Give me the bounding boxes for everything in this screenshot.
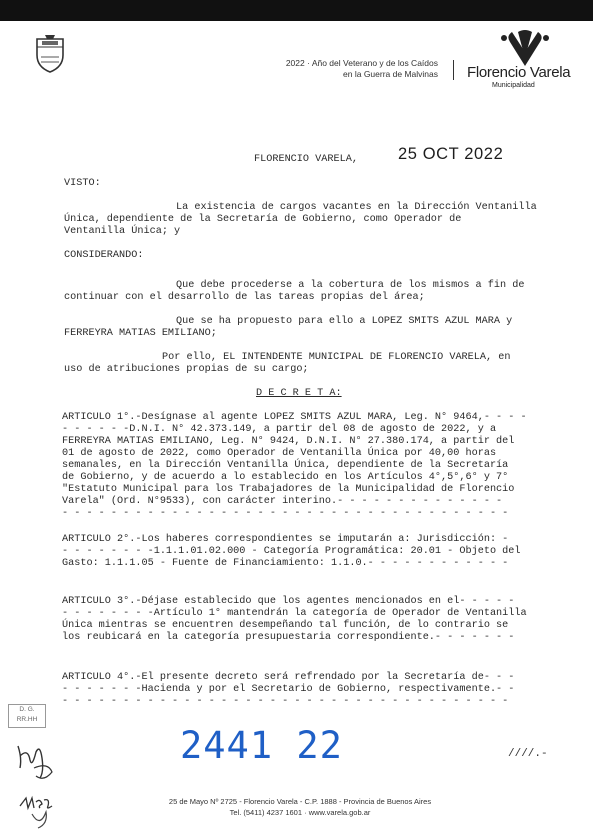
handwritten-signature-icon	[18, 794, 60, 830]
side-stamp-line-2: RR.HH	[16, 716, 38, 723]
considerando-p2-line-1: Que se ha propuesto para ello a LOPEZ SMITS AZUL MARA y	[176, 316, 513, 327]
art1-line: - - - - - - - - - - - - - - - - - - - - - - - - - - - - - - - - - - - - -	[62, 508, 509, 519]
place-line: FLORENCIO VARELA,	[254, 154, 358, 165]
art2-line: ARTICULO 2°.-Los haberes correspondientes se imputarán a: Jurisdicción: -	[62, 534, 509, 545]
art1-line: 01 de agosto de 2022, como Operador de Ventanilla Única por 40,00 horas	[62, 448, 497, 459]
page-footer	[130, 796, 470, 818]
art2-line: Gasto: 1.1.1.05 - Fuente de Financiamiento: 1.1.0.- - - - - - - - - - - -	[62, 558, 509, 569]
visto-line-1: La existencia de cargos vacantes en la Dirección Ventanilla	[176, 202, 537, 213]
considerando-p3-line-1: Por ello, EL INTENDENTE MUNICIPAL DE FLORENCIO VARELA, en	[162, 352, 511, 363]
rrhh-side-stamp	[8, 704, 46, 728]
trailing-slashes: ////.-	[508, 748, 548, 760]
side-stamp-line-1: D. G.	[19, 706, 35, 713]
art2-line: - - - - - - - -1.1.1.01.02.000 - Categoría Programática: 20.01 - Objeto del	[62, 546, 521, 557]
florencio-varela-logo-icon	[498, 28, 552, 68]
visto-heading: VISTO:	[64, 178, 101, 189]
considerando-p1-line-1: Que debe procederse a la cobertura de los mismos a fin de	[176, 280, 525, 291]
art1-line: - - - - - -D.N.I. N° 42.373.149, a partir del 08 de agosto de 2022, y a	[62, 424, 497, 435]
art1-line: ARTICULO 1°.-Desígnase al agente LOPEZ SMITS AZUL MARA, Leg. N° 9464,- - - -	[62, 412, 527, 423]
art4-line: - - - - - - -Hacienda y por el Secretario de Gobierno, respectivamente.- -	[62, 684, 515, 695]
considerando-p1-line-2: continuar con el desarrollo de las tareas propias del área;	[64, 292, 425, 303]
footer-address: 25 de Mayo Nº 2725 - Florencio Varela - C.P. 1888 - Provincia de Buenos Aires	[168, 797, 432, 806]
art1-line: Varela" (Ord. N°9533), con carácter interino.- - - - - - - - - - - - - -	[62, 496, 503, 507]
art3-line: ARTICULO 3°.-Déjase establecido que los agentes mencionados en el- - - - -	[62, 596, 515, 607]
visto-line-3: Ventanilla Única; y	[64, 226, 181, 237]
art3-line: - - - - - - - -Artículo 1° mantendrán la categoría de Operador de Ventanilla	[62, 608, 527, 619]
art1-line: semanales, en la Dirección Ventanilla Única, dependiente de la Secretaría	[62, 460, 509, 471]
art1-line: de Gobierno, y de acuerdo a lo establecido en los Artículos 4°,5°,6° y 7°	[62, 472, 509, 483]
header-separator	[453, 60, 454, 80]
art4-line: ARTICULO 4°.-El presente decreto será refrendado por la Secretaría de- - -	[62, 672, 515, 683]
visto-line-2: Única, dependiente de la Secretaría de Gobierno, como Operador de	[64, 214, 462, 225]
considerando-heading: CONSIDERANDO:	[64, 250, 144, 261]
municipal-crest-icon	[33, 33, 67, 73]
art1-line: "Estatuto Municipal para los Trabajadores de la Municipalidad de Florencio	[62, 484, 515, 495]
art1-line: FERREYRA MATIAS EMILIANO, Leg. N° 9424, D.N.I. N° 27.380.174, a partir del	[62, 436, 515, 447]
art3-line: Única mientras se encuentren desempeñando tal función, de lo contrario se	[62, 620, 509, 631]
commemorative-year-text	[220, 58, 438, 80]
considerando-p3-line-2: uso de atribuciones propias de su cargo;	[64, 364, 309, 375]
top-black-bar	[0, 0, 593, 21]
art4-line: - - - - - - - - - - - - - - - - - - - - - - - - - - - - - - - - - - - - -	[62, 696, 509, 707]
handwritten-initials-icon	[14, 738, 58, 784]
art3-line: los reubicará en la categoría presupuestaria correspondiente.- - - - - - -	[62, 632, 515, 643]
logo-subtitle: Municipalidad	[492, 82, 535, 89]
footer-contact: Tel. (5411) 4237 1601 · www.varela.gob.ar	[229, 808, 371, 817]
decreta-heading: D E C R E T A:	[256, 388, 342, 399]
date-stamp: 25 OCT 2022	[398, 145, 504, 163]
considerando-p2-line-2: FERREYRA MATIAS EMILIANO;	[64, 328, 217, 339]
decree-number: 2441 22	[180, 724, 343, 767]
year-line-1: 2022 · Año del Veterano y de los Caídos	[285, 58, 438, 68]
logo-name: Florencio Varela	[467, 64, 571, 81]
year-line-2: en la Guerra de Malvinas	[343, 69, 438, 79]
